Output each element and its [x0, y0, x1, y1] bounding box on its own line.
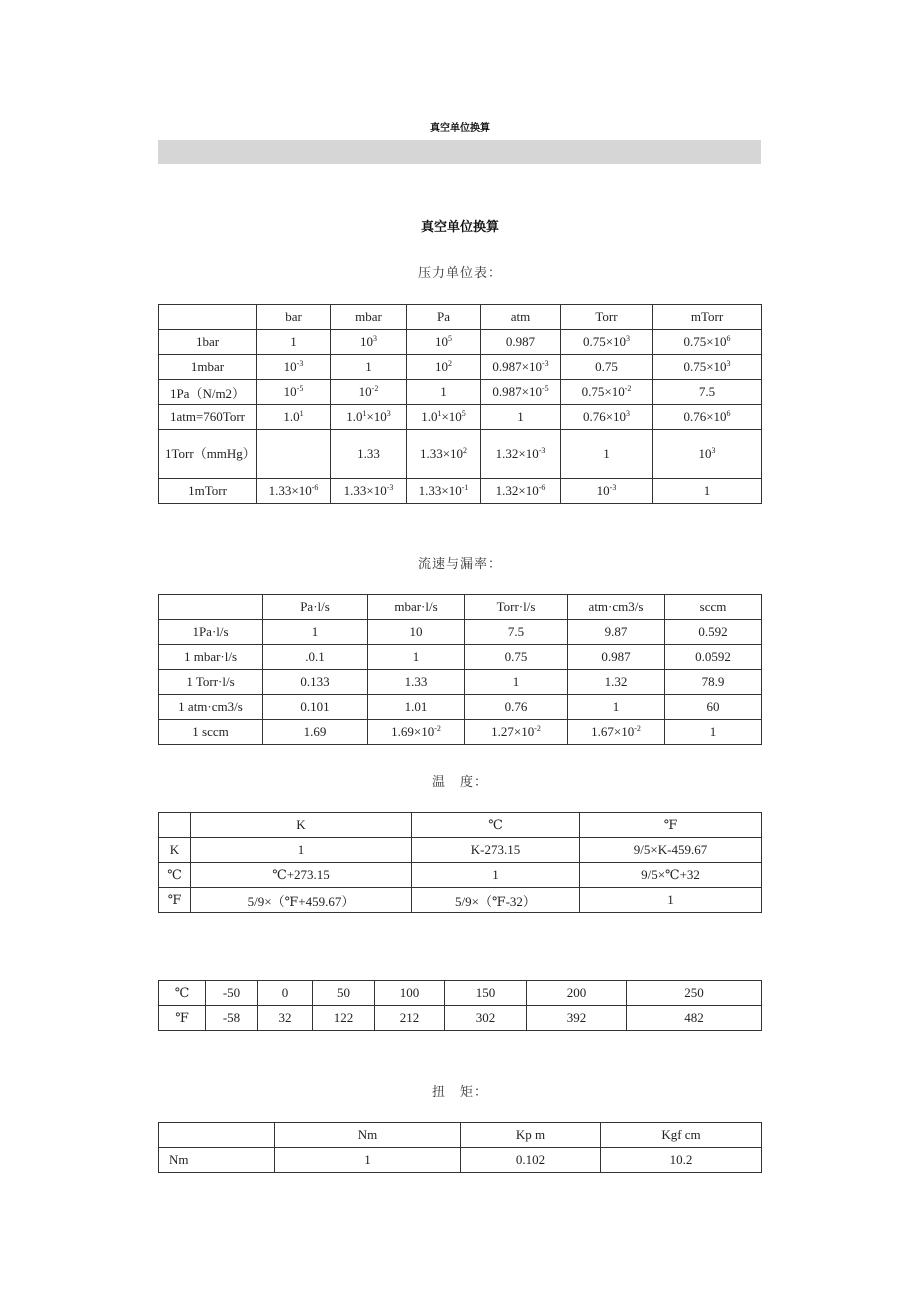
table-row	[159, 888, 762, 913]
table-cell: 122	[313, 1006, 375, 1031]
table-cell: $10^{-3}$	[561, 479, 653, 504]
table-cell: $10^{-2}$	[331, 380, 407, 405]
row-label-cell: ℉	[159, 888, 191, 913]
table-cell: $10^5$	[407, 330, 481, 355]
table-cell: $0.76\times 10^6$	[653, 405, 762, 430]
table-header-cell: mbar·l/s	[368, 595, 465, 620]
table-cell: 1	[275, 1148, 461, 1173]
table-cell: $10^3$	[331, 330, 407, 355]
table-cell: 1.01	[368, 695, 465, 720]
table-row	[159, 670, 762, 695]
row-label-cell: 1Pa·l/s	[159, 620, 263, 645]
table-row	[159, 720, 762, 745]
table-header-cell	[159, 1123, 275, 1148]
table-cell: $1.33\times 10^{-1}$	[407, 479, 481, 504]
pressure-section-title: 压力单位表：	[417, 266, 502, 281]
table-row	[159, 838, 762, 863]
table-cell: 0.101	[263, 695, 368, 720]
table-cell: $10^2$	[407, 355, 481, 380]
table-cell: 7.5	[653, 380, 762, 405]
table-cell: 212	[375, 1006, 445, 1031]
table-header-row	[159, 595, 762, 620]
row-label-cell: 1 mbar·l/s	[159, 645, 263, 670]
table-row	[159, 1148, 762, 1173]
table-cell: 1	[191, 838, 412, 863]
table-cell: $0.75\times 10^6$	[653, 330, 762, 355]
table-cell	[257, 430, 331, 479]
table-row	[159, 620, 762, 645]
table-cell: $0.987\times 10^{-5}$	[481, 380, 561, 405]
table-header-cell: sccm	[665, 595, 762, 620]
table-cell: $10^{-5}$	[257, 380, 331, 405]
torque-table	[158, 1122, 762, 1173]
header-bar	[158, 140, 761, 164]
table-header-cell	[159, 305, 257, 330]
table-cell: 1	[561, 430, 653, 479]
table-header-cell: Kgf cm	[601, 1123, 762, 1148]
table-cell: $1.32\times 10^{-6}$	[481, 479, 561, 504]
table-cell: 1.33	[331, 430, 407, 479]
table-cell: $1.27\times 10^{-2}$	[465, 720, 568, 745]
temperature-section-title: 温 度：	[431, 775, 488, 790]
table-row	[159, 695, 762, 720]
table-header-cell: atm·cm3/s	[568, 595, 665, 620]
row-label-cell: ℃	[159, 863, 191, 888]
table-cell: .0.1	[263, 645, 368, 670]
table-row	[159, 1006, 762, 1031]
table-cell: 0.987	[568, 645, 665, 670]
table-cell: 100	[375, 981, 445, 1006]
row-label-cell: ℃	[159, 981, 206, 1006]
torque-section-title: 扭 矩：	[431, 1085, 488, 1100]
table-cell: 200	[527, 981, 627, 1006]
table-row	[159, 981, 762, 1006]
table-cell: ℃+273.15	[191, 863, 412, 888]
table-cell: 0.133	[263, 670, 368, 695]
table-cell: 1	[653, 479, 762, 504]
table-cell: 0	[258, 981, 313, 1006]
table-cell: -58	[206, 1006, 258, 1031]
table-cell: 250	[627, 981, 762, 1006]
table-row	[159, 330, 762, 355]
table-row	[159, 355, 762, 380]
row-label-cell: 1 sccm	[159, 720, 263, 745]
table-row	[159, 863, 762, 888]
table-cell: 10	[368, 620, 465, 645]
row-label-cell: 1bar	[159, 330, 257, 355]
table-cell: $0.75\times 10^3$	[561, 330, 653, 355]
table-cell: 0.987	[481, 330, 561, 355]
table-cell: K-273.15	[412, 838, 580, 863]
table-cell: 1	[368, 645, 465, 670]
row-label-cell: 1 atm·cm3/s	[159, 695, 263, 720]
document-title: 真空单位换算	[420, 220, 499, 235]
table-cell: 1	[412, 863, 580, 888]
table-cell: 9/5×K-459.67	[580, 838, 762, 863]
table-header-cell: ℉	[580, 813, 762, 838]
table-header-cell: mTorr	[653, 305, 762, 330]
flow-section-title: 流速与漏率：	[417, 557, 502, 572]
row-label-cell: 1Pa（N/m2）	[159, 380, 257, 405]
table-cell: 1	[665, 720, 762, 745]
table-header-cell: bar	[257, 305, 331, 330]
table-cell: 392	[527, 1006, 627, 1031]
table-header-cell: Pa	[407, 305, 481, 330]
table-cell: 1	[580, 888, 762, 913]
table-cell: $1.33\times 10^{-6}$	[257, 479, 331, 504]
table-cell: 150	[445, 981, 527, 1006]
header-title: 真空单位换算	[430, 123, 490, 134]
table-cell: 50	[313, 981, 375, 1006]
table-cell: 60	[665, 695, 762, 720]
table-cell: 1	[481, 405, 561, 430]
table-header-cell: Kp m	[461, 1123, 601, 1148]
table-header-cell: mbar	[331, 305, 407, 330]
temperature-table	[158, 812, 762, 913]
table-row	[159, 479, 762, 504]
table-cell: $10^3$	[653, 430, 762, 479]
table-row	[159, 430, 762, 479]
table-cell: 1.69	[263, 720, 368, 745]
table-cell: 1	[257, 330, 331, 355]
table-cell: $0.987\times 10^{-3}$	[481, 355, 561, 380]
table-cell: 0.75	[561, 355, 653, 380]
table-cell: 32	[258, 1006, 313, 1031]
flow-rate-table	[158, 594, 762, 745]
table-cell: 1	[263, 620, 368, 645]
table-cell: 0.75	[465, 645, 568, 670]
table-cell: 1.32	[568, 670, 665, 695]
table-cell: 1	[465, 670, 568, 695]
table-cell: $0.76\times 10^3$	[561, 405, 653, 430]
table-cell: 78.9	[665, 670, 762, 695]
table-header-row	[159, 1123, 762, 1148]
table-cell: 482	[627, 1006, 762, 1031]
table-cell: $0.75\times 10^3$	[653, 355, 762, 380]
table-header-row	[159, 813, 762, 838]
table-cell: 10.2	[601, 1148, 762, 1173]
table-cell: 0.102	[461, 1148, 601, 1173]
table-cell: $0.75\times 10^{-2}$	[561, 380, 653, 405]
table-cell: $1.0^1\times 10^5$	[407, 405, 481, 430]
row-label-cell: 1mTorr	[159, 479, 257, 504]
table-header-row	[159, 305, 762, 330]
table-cell: 5/9×（℉-32）	[412, 888, 580, 913]
table-header-cell: Nm	[275, 1123, 461, 1148]
row-label-cell: 1mbar	[159, 355, 257, 380]
table-header-cell	[159, 595, 263, 620]
table-cell: 302	[445, 1006, 527, 1031]
table-header-cell: ℃	[412, 813, 580, 838]
table-cell: 0.592	[665, 620, 762, 645]
table-header-cell: atm	[481, 305, 561, 330]
table-cell: -50	[206, 981, 258, 1006]
table-cell: 1.33	[368, 670, 465, 695]
table-cell: $1.69\times 10^{-2}$	[368, 720, 465, 745]
table-cell: 1	[568, 695, 665, 720]
table-cell: $1.0^1\times 10^3$	[331, 405, 407, 430]
table-cell: 1	[331, 355, 407, 380]
table-cell: $1.33\times 10^{-3}$	[331, 479, 407, 504]
table-cell: 5/9×（℉+459.67）	[191, 888, 412, 913]
table-row	[159, 380, 762, 405]
table-header-cell: Torr·l/s	[465, 595, 568, 620]
table-cell: 7.5	[465, 620, 568, 645]
table-row	[159, 645, 762, 670]
pressure-table	[158, 304, 762, 504]
table-header-cell: Torr	[561, 305, 653, 330]
table-cell: 0.76	[465, 695, 568, 720]
table-cell: $1.0^1$	[257, 405, 331, 430]
table-cell: 1	[407, 380, 481, 405]
table-cell: 0.0592	[665, 645, 762, 670]
row-label-cell: ℉	[159, 1006, 206, 1031]
table-cell: $10^{-3}$	[257, 355, 331, 380]
table-header-cell	[159, 813, 191, 838]
row-label-cell: 1Torr（mmHg）	[159, 430, 257, 479]
row-label-cell: Nm	[159, 1148, 275, 1173]
table-header-cell: K	[191, 813, 412, 838]
table-row	[159, 405, 762, 430]
row-label-cell: 1 Torr·l/s	[159, 670, 263, 695]
table-cell: 9.87	[568, 620, 665, 645]
row-label-cell: 1atm=760Torr	[159, 405, 257, 430]
table-cell: $1.33\times 10^2$	[407, 430, 481, 479]
table-cell: 9/5×℃+32	[580, 863, 762, 888]
table-cell: $1.32\times 10^{-3}$	[481, 430, 561, 479]
row-label-cell: K	[159, 838, 191, 863]
temperature-comparison-table	[158, 980, 762, 1031]
table-header-cell: Pa·l/s	[263, 595, 368, 620]
table-cell: $1.67\times 10^{-2}$	[568, 720, 665, 745]
